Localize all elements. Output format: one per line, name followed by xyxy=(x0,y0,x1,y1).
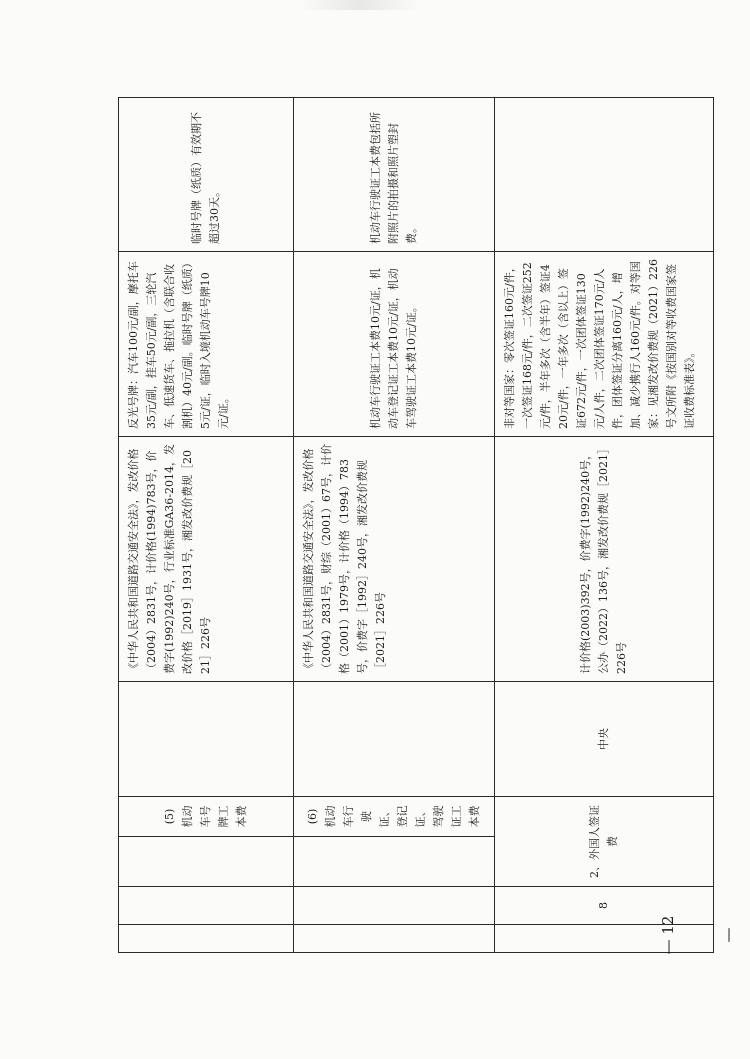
table-row xyxy=(119,98,294,953)
cell-note xyxy=(494,98,714,252)
cell-seq xyxy=(119,887,294,925)
cell-seq: 8 xyxy=(494,887,714,925)
fee-table xyxy=(118,97,737,955)
cell-category: 2、外国人签证费 xyxy=(494,797,714,887)
cell-seq xyxy=(293,887,494,925)
cell-blank xyxy=(293,925,494,953)
page-number: — 12 — xyxy=(659,915,737,955)
cell-basis: 《中华人民共和国道路交通安全法》，发改价格（2004）2831号，计价格(1994)783号，价费字(1992)240号，行业标准GA36-2014，发改价格［2019］1931号，湘发改价费规［2021］226号 xyxy=(119,437,294,682)
fee-table-rotated xyxy=(118,98,737,955)
cell-category xyxy=(293,837,494,887)
cell-item: (5)机动车号牌工本费 xyxy=(119,797,294,837)
cell-category xyxy=(119,837,294,887)
cell-note: 临时号牌（纸质）有效期不超过30天。 xyxy=(119,98,294,252)
cell-dept xyxy=(119,682,294,797)
cell-dept: 中央 xyxy=(494,682,714,797)
cell-blank xyxy=(119,925,294,953)
table-row xyxy=(494,98,714,953)
cell-standard: 反光号牌：汽车100元/副，摩托车35元/副，挂车50元/副，三轮汽车、低速货车、拖拉机（含联合收割机）40元/副。临时号牌（纸质）5元/证，临时入境机动车号牌10元/证。 xyxy=(119,252,294,437)
cell-dept xyxy=(293,682,494,797)
cell-item: (6)机动车行驶证、登记证、驾驶证工本费 xyxy=(293,797,494,837)
table-row xyxy=(293,98,494,953)
cell-basis: 计价格(2003)392号，价费字(1992)240号，公办（2022）136号，湘发改价费规［2021］226号 xyxy=(494,437,714,682)
cell-standard: 非对等国家：零次签证160元/件，一次签证168元/件，二次签证252元/件，半年多次（含半年）签证420元/件，一年多次（含以上）签证672元/件，一次团体签证130元/人件，二次团体签证170元/人件，团体签证分离160元/人，增加、减少携行人160元/件。对等国家：见湘发改价费规（2021）226号文所附《按国别对等收费国家签证收费标准表》。 xyxy=(494,252,714,437)
cell-standard: 机动车行驶证工本费10元/证，机动车登记证工本费10元/证，机动车驾驶证工本费10元/证。 xyxy=(293,252,494,437)
cell-note: 机动车行驶证工本费包括所附照片的拍摄和照片塑封费。 xyxy=(293,98,494,252)
scan-artifact xyxy=(300,0,420,10)
cell-basis: 《中华人民共和国道路交通安全法》，发改价格（2004）2831号，财综（2001）67号，计价格（2001）1979号，计价格（1994）783号，价费字［1992］240号，湘发改价费规［2021］226号 xyxy=(293,437,494,682)
